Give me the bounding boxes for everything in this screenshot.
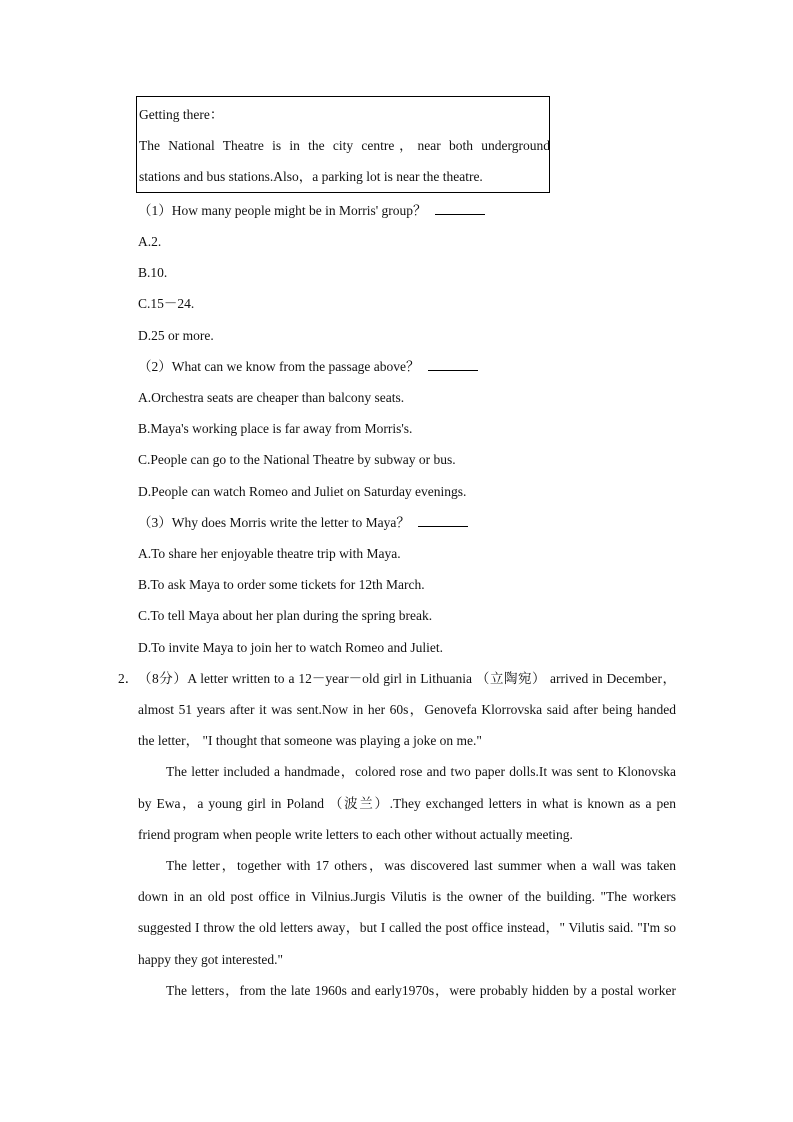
passage-line: The letter included a handmade，colored rose and two paper dolls.It was sent to Klonovska [166, 764, 676, 779]
q1-option-b: B.10. [138, 265, 168, 280]
question-1 [138, 202, 485, 220]
q3-option-d: D.To invite Maya to join her to watch Romeo and Juliet. [138, 640, 443, 655]
q1-option-d: D.25 or more. [138, 328, 214, 343]
passage-line: The letter，together with 17 others，was discovered last summer when a wall was taken [166, 858, 676, 873]
passage-line: almost 51 years after it was sent.Now in her 60s，Genovefa Klorrovska said after being handed [138, 702, 676, 717]
passage-line: The letters，from the late 1960s and early1970s，were probably hidden by a postal worker [166, 983, 676, 998]
passage-line: by Ewa，a young girl in Poland （波兰）.They exchanged letters in what is known as a pen [138, 796, 676, 811]
box-line-1: The National Theatre is in the city centre，near both underground [139, 138, 550, 153]
q1-option-a: A.2. [138, 234, 162, 249]
q3-option-c: C.To tell Maya about her plan during the spring break. [138, 608, 433, 623]
q2-option-c: C.People can go to the National Theatre by subway or bus. [138, 452, 456, 467]
question-3-stem: （3）Why does Morris write the letter to Maya？ [138, 515, 410, 530]
passage-line: down in an old post office in Vilnius.Jurgis Vilutis is the owner of the building. "The workers [138, 889, 676, 904]
q3-option-b: B.To ask Maya to order some tickets for 12th March. [138, 577, 425, 592]
question-3 [138, 514, 468, 532]
answer-blank-3[interactable] [418, 514, 468, 527]
q2-option-b: B.Maya's working place is far away from Morris's. [138, 421, 413, 436]
passage-line: friend program when people write letters to each other without actually meeting. [138, 827, 573, 842]
q2-option-a: A.Orchestra seats are cheaper than balcony seats. [138, 390, 405, 405]
q1-option-c: C.15－24. [138, 296, 195, 311]
q3-option-a: A.To share her enjoyable theatre trip with Maya. [138, 546, 401, 561]
box-heading: Getting there： [139, 107, 224, 122]
box-line-2: stations and bus stations.Also，a parking lot is near the theatre. [139, 169, 483, 184]
question-1-stem: （1）How many people might be in Morris' group？ [138, 203, 427, 218]
passage-line: the letter， "I thought that someone was playing a joke on me." [138, 733, 482, 748]
answer-blank-1[interactable] [435, 202, 485, 215]
question-2-stem: （2）What can we know from the passage above？ [138, 359, 420, 374]
passage-line: happy they got interested." [138, 952, 283, 967]
passage-2-number: 2． [118, 671, 139, 686]
passage-line: （8分）A letter written to a 12－year－old girl in Lithuania （立陶宛） arrived in December， [138, 671, 676, 686]
answer-blank-2[interactable] [428, 358, 478, 371]
question-2 [138, 358, 478, 376]
q2-option-d: D.People can watch Romeo and Juliet on Saturday evenings. [138, 484, 467, 499]
passage-line: suggested I throw the old letters away，but I called the post office instead，" Vilutis said. "I'm so [138, 920, 676, 935]
